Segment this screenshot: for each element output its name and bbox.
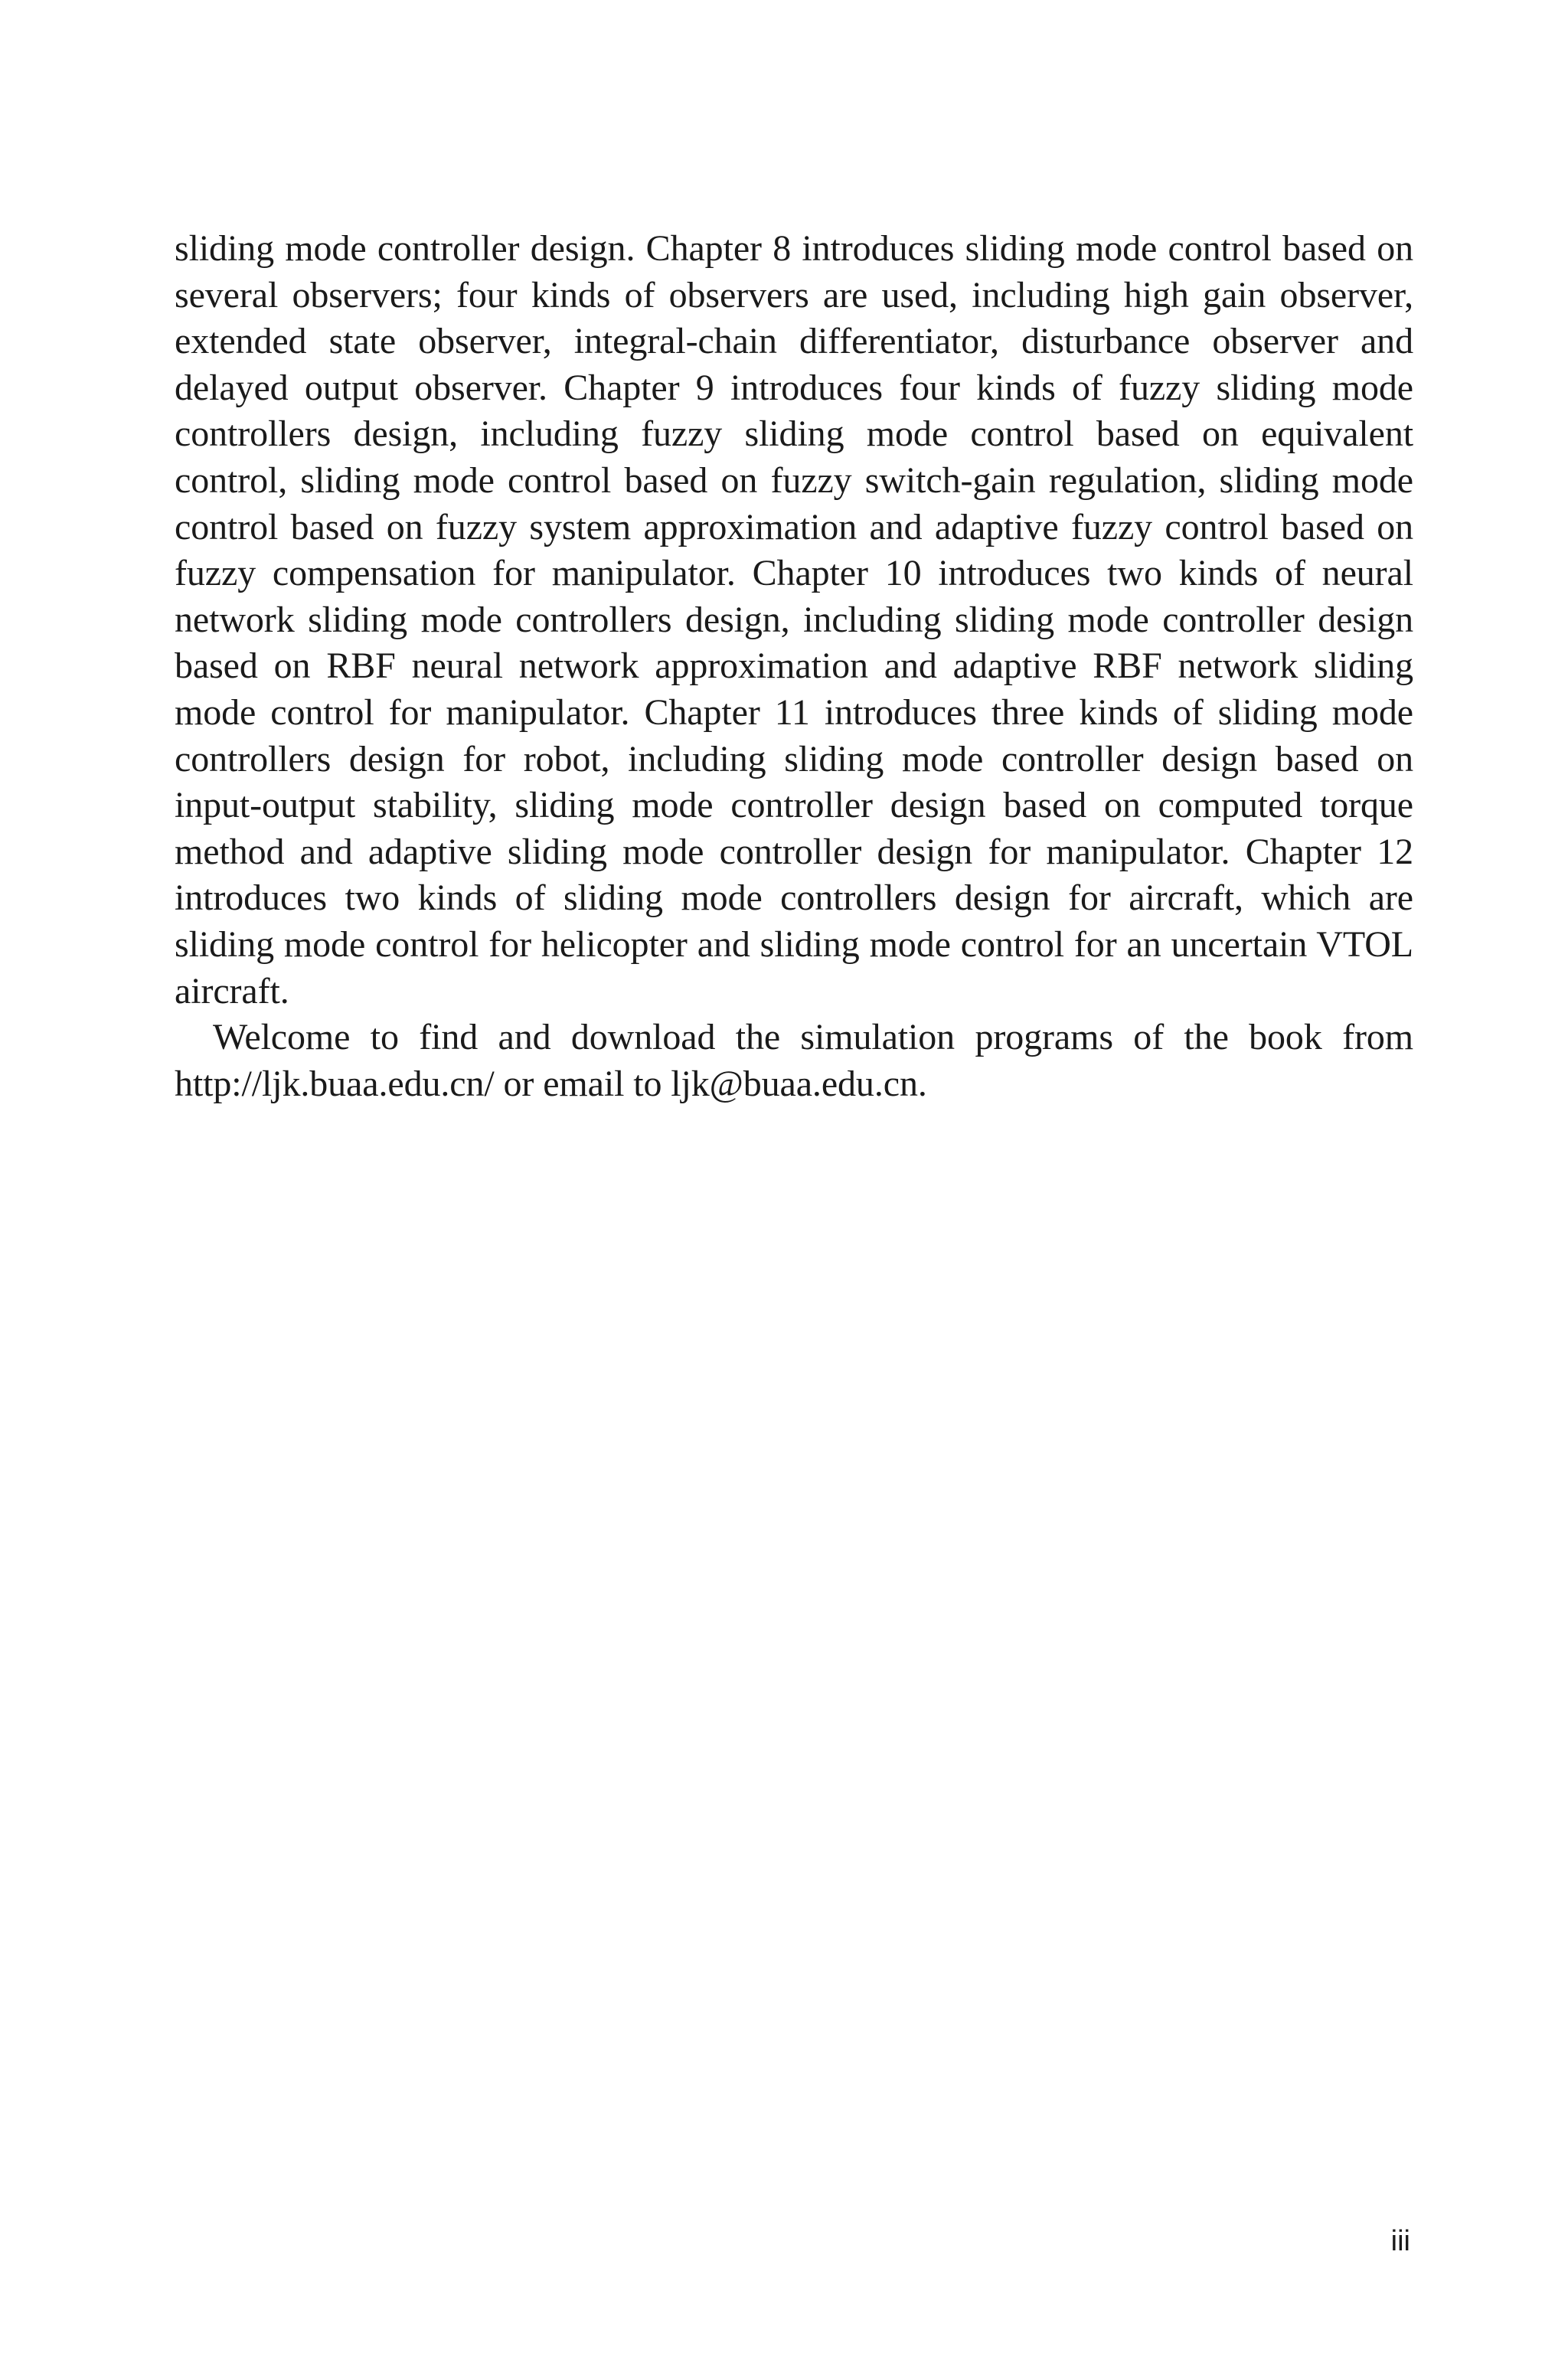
page-number: iii <box>1390 2225 1410 2257</box>
body-text <box>175 226 1413 1107</box>
paragraph-chapter-summary: sliding mode controller design. Chapter 8 introduces sliding mode control based on several observers; four kinds of observers are used, including high gain observer, extended state observer, integral-chain differentiator, disturbance observer and delayed output observer. Chapter 9 introduces four kinds of fuzzy sliding mode controllers design, including fuzzy sliding mode control based on equivalent control, sliding mode control based on fuzzy switch-gain regulation, sliding mode control based on fuzzy system approximation and adaptive fuzzy control based on fuzzy compensation for manipulator. Chapter 10 introduces two kinds of neural network sliding mode controllers design, including sliding mode controller design based on RBF neural network approximation and adaptive RBF network sliding mode control for manipulator. Chapter 11 introduces three kinds of sliding mode controllers design for robot, including sliding mode controller design based on input-output stability, sliding mode controller design based on computed torque method and adaptive sliding mode controller design for manipulator. Chapter 12 introduces two kinds of sliding mode controllers design for aircraft, which are sliding mode control for helicopter and sliding mode control for an uncertain VTOL aircraft. <box>175 228 1413 1011</box>
paragraph-download-info: Welcome to find and download the simulation programs of the book from http://ljk.buaa.edu.cn/ or email to ljk@buaa.edu.cn. <box>175 1017 1413 1104</box>
